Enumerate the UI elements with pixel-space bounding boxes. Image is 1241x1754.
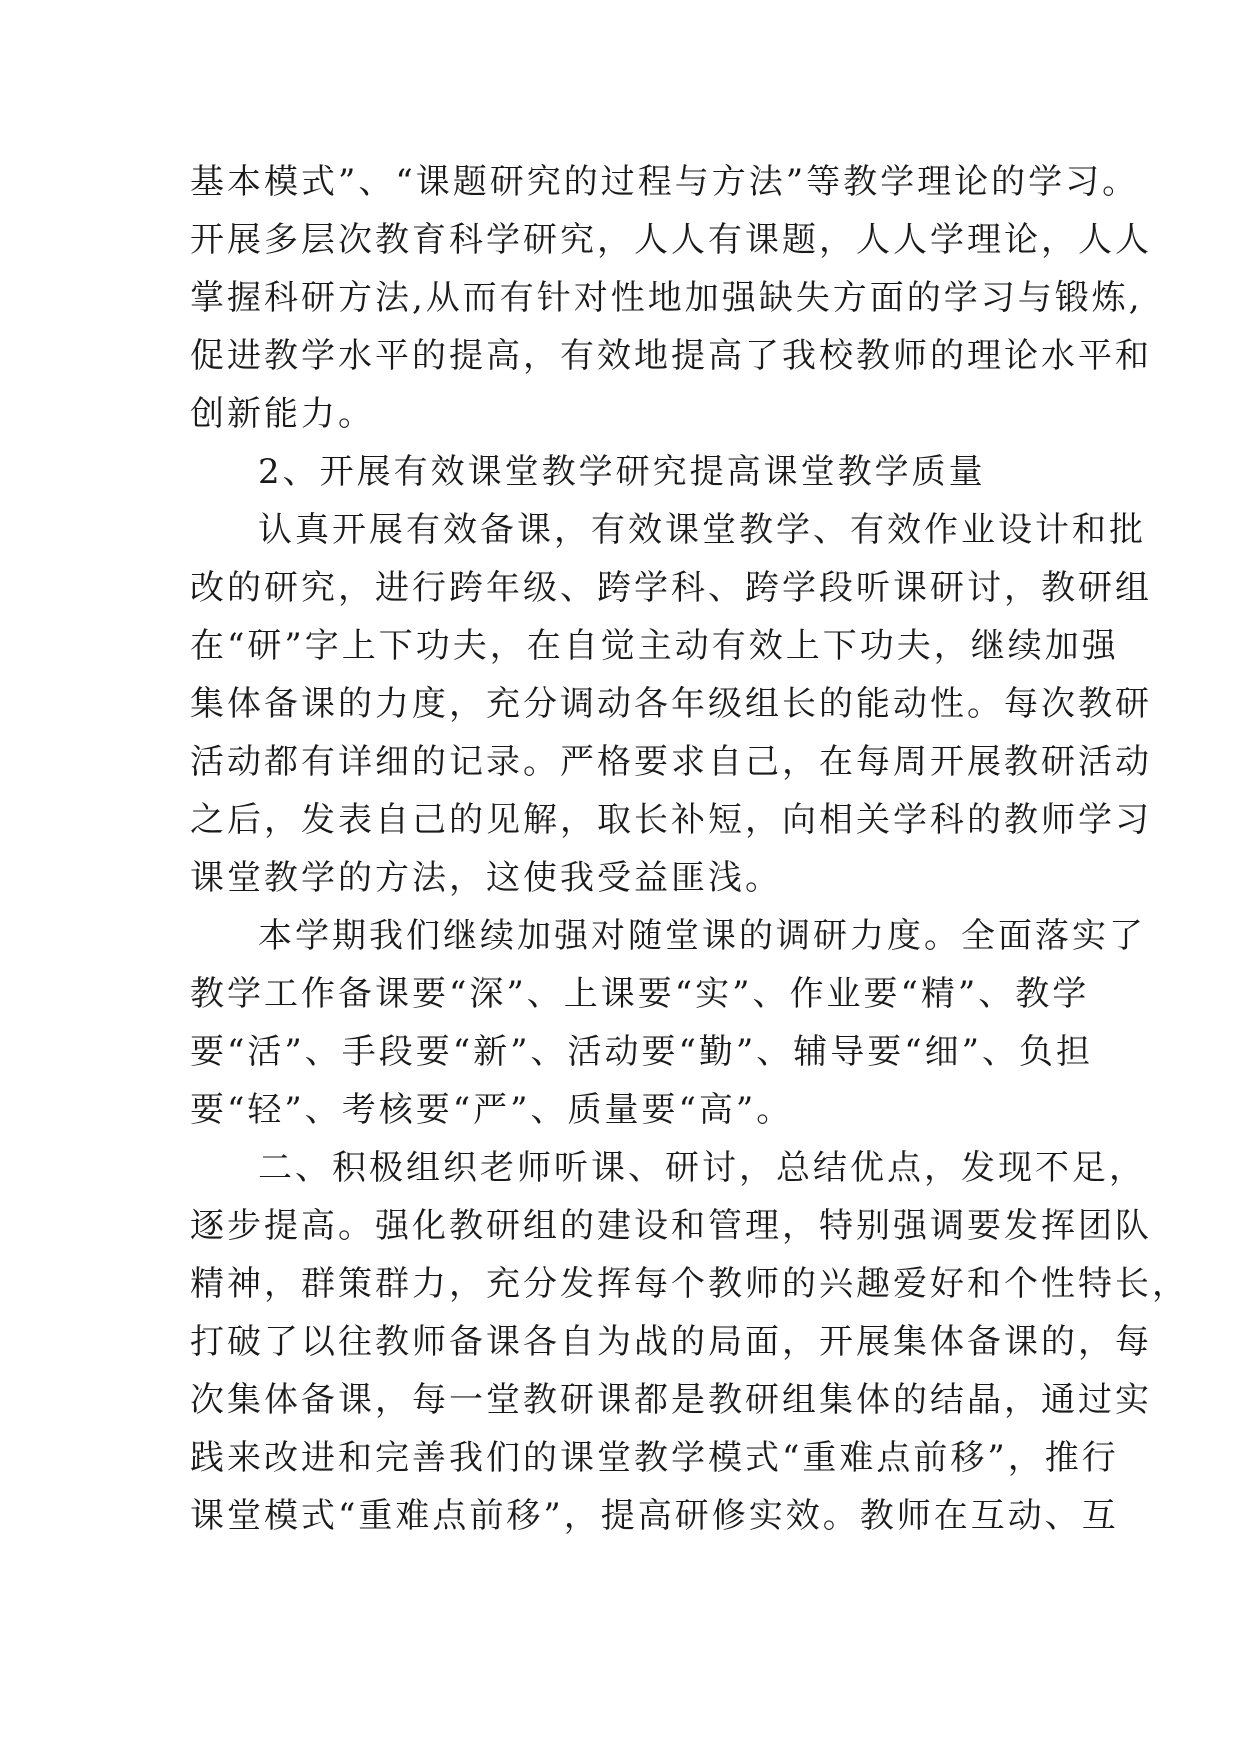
text-line: 集体备课的力度，充分调动各年级组长的能动性。每次教研 [190,684,1152,724]
text-line: 创新能力。 [190,394,375,434]
text-line: 要“轻”、考核要“严”、质量要“高”。 [190,1090,794,1130]
text-line: 在“研”字上下功夫，在自觉主动有效上下功夫，继续加强 [190,626,1119,666]
text-line: 践来改进和完善我们的课堂教学模式“重难点前移”，推行 [190,1438,1119,1478]
text-line: 促进教学水平的提高，有效地提高了我校教师的理论水平和 [190,336,1152,376]
text-line: 打破了以往教师备课各自为战的局面，开展集体备课的，每 [190,1322,1152,1362]
text-line: 基本模式”、“课题研究的过程与方法”等教学理论的学习。 [190,162,1140,202]
text-line: 课堂教学的方法，这使我受益匪浅。 [190,858,782,898]
text-line: 次集体备课，每一堂教研课都是教研组集体的结晶，通过实 [190,1380,1152,1420]
section-heading: 2、开展有效课堂教学研究提高课堂教学质量 [258,452,986,492]
text-line: 本学期我们继续加强对随堂课的调研力度。全面落实了 [258,916,1146,956]
text-line: 之后，发表自己的见解，取长补短，向相关学科的教师学习 [190,800,1152,840]
text-line: 掌握科研方法,从而有针对性地加强缺失方面的学习与锻炼, [190,278,1143,318]
text-line: 改的研究，进行跨年级、跨学科、跨学段听课研讨，教研组 [190,568,1152,608]
text-line: 教学工作备课要“深”、上课要“实”、作业要“精”、教学 [190,974,1090,1014]
text-line: 逐步提高。强化教研组的建设和管理，特别强调要发挥团队 [190,1206,1152,1246]
text-line: 精神，群策群力，充分发挥每个教师的兴趣爱好和个性特长， [190,1264,1189,1304]
text-line: 认真开展有效备课，有效课堂教学、有效作业设计和批 [258,510,1146,550]
text-line: 要“活”、手段要“新”、活动要“勤”、辅导要“细”、负担 [190,1032,1094,1072]
section-heading: 二、积极组织老师听课、研讨，总结优点，发现不足， [258,1148,1146,1188]
text-line: 开展多层次教育科学研究，人人有课题，人人学理论，人人 [190,220,1152,260]
text-line: 活动都有详细的记录。严格要求自己，在每周开展教研活动 [190,742,1152,782]
text-line: 课堂模式“重难点前移”，提高研修实效。教师在互动、互 [190,1496,1119,1536]
